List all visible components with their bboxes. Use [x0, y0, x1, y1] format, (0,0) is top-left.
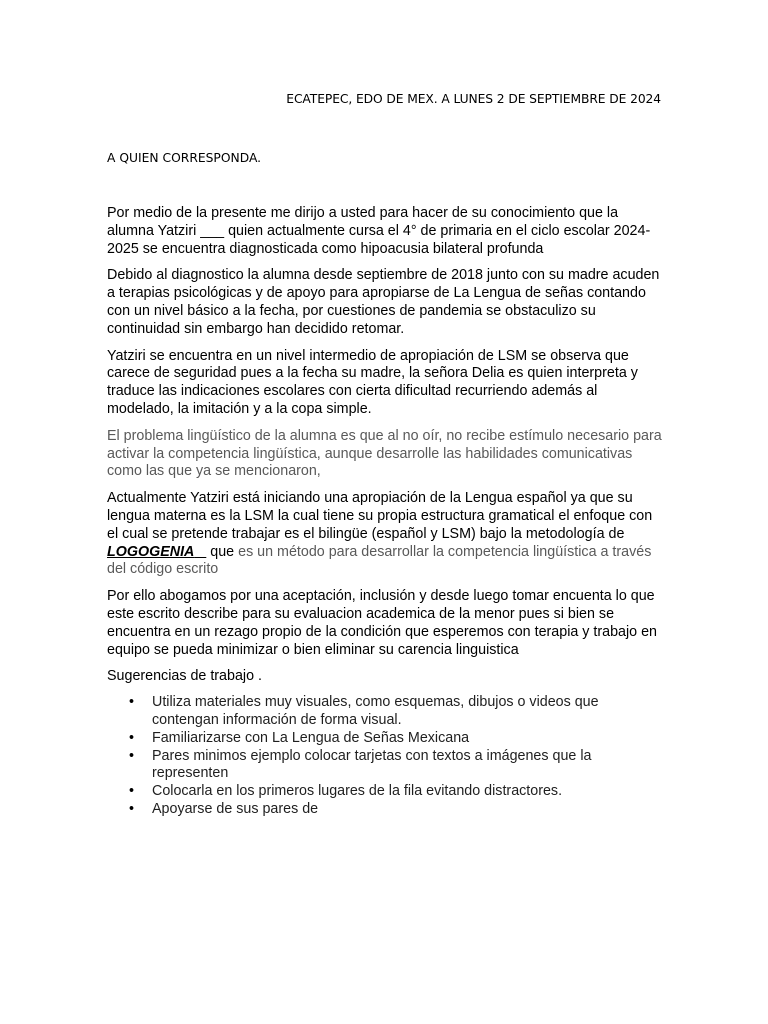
methodology-que: que	[210, 543, 235, 560]
paragraph-advocacy: Por ello abogamos por una aceptación, inclusión y desde luego tomar encuenta lo que este escrito describe para su evaluacion academica de la menor pues si bien se encuentra en un rezago propio de la condición que esperemos con terapia y trabajo en equipo se pueda minimizar o bien eliminar su carencia linguistica	[107, 588, 658, 658]
paragraph-lsm-level: Yatziri se encuentra en un nivel intermedio de apropiación de LSM se observa que carece de seguridad pues a la fecha su madre, la señora Delia es quien interpreta y traduce las indicaciones escolares con cierta dificultad recurriendo además al modelado, la imitación y a la copa simple.	[107, 347, 638, 417]
salutation: A QUIEN CORRESPONDA.	[107, 151, 262, 165]
bullet-icon: •	[129, 747, 135, 764]
date-line: ECATEPEC, EDO DE MEX. A LUNES 2 DE SEPTIEMBRE DE 2024	[286, 92, 661, 106]
bullet-icon: •	[129, 800, 135, 817]
list-item-text: Pares minimos ejemplo colocar tarjetas con textos a imágenes que la representen	[152, 747, 592, 782]
list-item	[107, 783, 667, 801]
letter-body	[107, 205, 667, 819]
underline-gap	[194, 544, 206, 560]
paragraph-diagnosis: Debido al diagnostico la alumna desde septiembre de 2018 junto con su madre acuden a terapias psicológicas y de apoyo para apropiarse de La Lengua de señas contando con un nivel básico a la fecha, por cuestiones de pandemia se obstaculizo su continuidad sin embargo han decidido retomar.	[107, 267, 660, 337]
logogenia-term: LOGOGENIA	[107, 543, 195, 560]
methodology-text: Actualmente Yatziri está iniciando una apropiación de la Lengua español ya que su lengua materna es la LSM la cual tiene su propia estructura gramatical el enfoque con el cual se pretende trabajar es el bilingüe (español y LSM) bajo la metodología de	[107, 490, 653, 542]
list-item-text: Utiliza materiales muy visuales, como esquemas, dibujos o videos que contengan información de forma visual.	[152, 694, 599, 728]
paragraph-methodology	[107, 490, 667, 579]
methodology-definition: es un método para desarrollar la competencia lingüística a través del código escrito	[107, 543, 652, 578]
list-item	[107, 801, 667, 819]
bullet-icon: •	[129, 694, 135, 711]
paragraph-intro: Por medio de la presente me dirijo a usted para hacer de su conocimiento que la alumna Yatziri ___ quien actualmente cursa el 4° de primaria en el ciclo escolar 2024-2025 se encuentra diagnosticada como hipoacusia bilateral profunda	[107, 205, 651, 257]
bullet-icon: •	[129, 783, 135, 800]
list-item-text: Familiarizarse con La Lengua de Señas Mexicana	[152, 729, 470, 746]
bullet-icon: •	[129, 729, 135, 746]
list-item-text: Colocarla en los primeros lugares de la fila evitando distractores.	[152, 783, 563, 800]
suggestions-heading: Sugerencias de trabajo .	[107, 668, 262, 685]
paragraph-linguistic-problem: El problema lingüístico de la alumna es que al no oír, no recibe estímulo necesario para activar la competencia lingüística, aunque desarrolle las habilidades comunicativas como las que ya se mencionaron,	[107, 427, 662, 480]
list-item-text: Apoyarse de sus pares de	[152, 800, 319, 817]
list-item	[107, 694, 667, 730]
list-item	[107, 748, 667, 784]
suggestions-list	[107, 694, 667, 819]
list-item	[107, 730, 667, 748]
